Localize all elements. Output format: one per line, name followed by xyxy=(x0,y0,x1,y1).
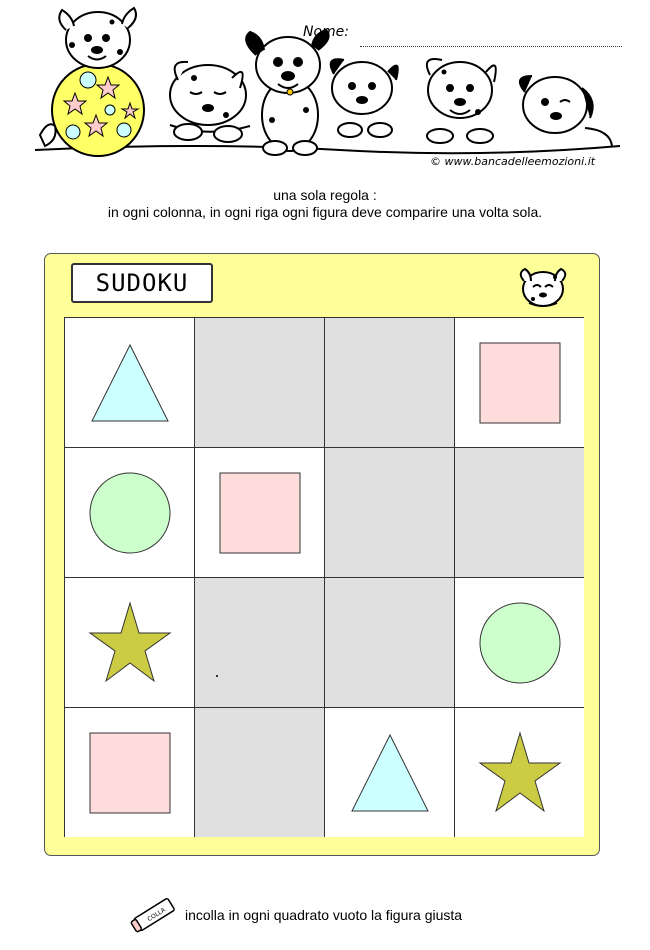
speck-mark xyxy=(216,675,218,677)
grid-cell-empty[interactable] xyxy=(195,708,324,837)
star-icon xyxy=(478,731,562,815)
triangle-icon xyxy=(348,731,432,815)
grid-cell-empty[interactable] xyxy=(195,318,324,447)
grid-cell-star xyxy=(65,578,194,707)
sudoku-board xyxy=(44,253,600,856)
grid-cell-circle xyxy=(455,578,584,707)
grid-cell-triangle xyxy=(65,318,194,447)
grid-cell-square xyxy=(65,708,194,837)
grid-cell-empty[interactable] xyxy=(195,578,324,707)
sudoku-grid xyxy=(64,317,584,837)
grid-cell-empty[interactable] xyxy=(455,448,584,577)
square-icon xyxy=(218,471,302,555)
rules-line-1: una sola regola : xyxy=(273,187,377,203)
name-field-line[interactable] xyxy=(360,46,622,47)
grid-cell-triangle xyxy=(325,708,454,837)
grid-cell-star xyxy=(455,708,584,837)
puppy-face-icon xyxy=(513,263,573,311)
rules-line-2: in ogni colonna, in ogni riga ogni figura deve comparire una volta sola. xyxy=(107,204,543,220)
sudoku-title: SUDOKU xyxy=(71,263,213,303)
star-icon xyxy=(88,601,172,685)
square-icon xyxy=(88,731,172,815)
square-icon xyxy=(478,341,562,425)
grid-cell-circle xyxy=(65,448,194,577)
ball-icon xyxy=(52,64,144,156)
grid-cell-empty[interactable] xyxy=(325,578,454,707)
glue-stick-icon xyxy=(128,893,182,935)
circle-icon xyxy=(478,601,562,685)
triangle-icon xyxy=(88,341,172,425)
grid-cell-square xyxy=(455,318,584,447)
grid-cell-square xyxy=(195,448,324,577)
paste-instruction: incolla in ogni quadrato vuoto la figura giusta xyxy=(185,907,463,923)
grid-cell-empty[interactable] xyxy=(325,448,454,577)
glue-stick-label: COLLA xyxy=(146,906,167,924)
copyright-text: © www.bancadelleemozioni.it xyxy=(430,155,596,168)
grid-cell-empty[interactable] xyxy=(325,318,454,447)
rules-text xyxy=(0,187,650,221)
name-label: Nome: xyxy=(303,24,350,40)
circle-icon xyxy=(88,471,172,555)
